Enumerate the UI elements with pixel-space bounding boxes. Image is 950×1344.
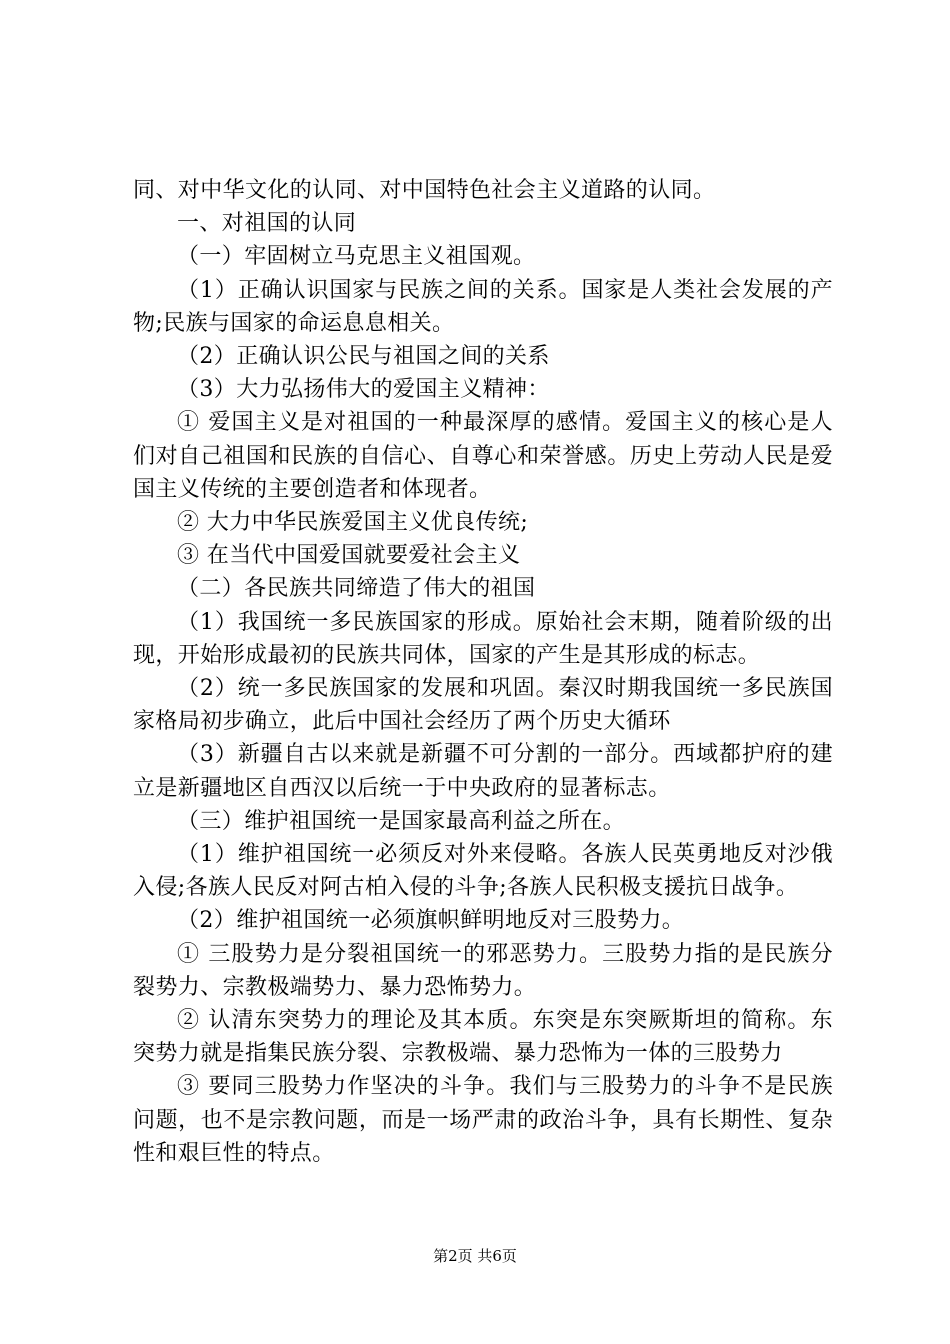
section-heading-1: 一、对祖国的认同 <box>177 211 357 237</box>
subsection-heading-2: （二）各民族共同缔造了伟大的祖国 <box>177 576 536 602</box>
list-item: ② 认清东突势力的理论及其本质。东突是东突厥斯坦的简称。东突势力就是指集民族分裂、宗教极端、暴力恐怖为一体的三股势力 <box>133 1008 833 1067</box>
paragraph: （1）我国统一多民族国家的形成。原始社会末期，随着阶级的出现，开始形成最初的民族共同体，国家的产生是其形成的标志。 <box>133 609 833 668</box>
page-footer: 第2页 共6页 <box>433 1247 517 1265</box>
paragraph: （2）统一多民族国家的发展和巩固。秦汉时期我国统一多民族国家格局初步确立，此后中国社会经历了两个历史大循环 <box>133 676 833 735</box>
subsection-heading-1: （一）牢固树立马克思主义祖国观。 <box>177 244 536 270</box>
paragraph: （3）大力弘扬伟大的爱国主义精神： <box>177 377 550 403</box>
list-item: ① 三股势力是分裂祖国统一的邪恶势力。三股势力指的是民族分裂势力、宗教极端势力、暴力恐怖势力。 <box>133 941 833 1000</box>
paragraph: （1）正确认识国家与民族之间的关系。国家是人类社会发展的产物;民族与国家的命运息息相关。 <box>133 277 833 336</box>
list-item: ③ 要同三股势力作坚决的斗争。我们与三股势力的斗争不是民族问题，也不是宗教问题，而是一场严肃的政治斗争，具有长期性、复杂性和艰巨性的特点。 <box>133 1074 833 1166</box>
paragraph: （2）维护祖国统一必须旗帜鲜明地反对三股势力。 <box>177 908 685 934</box>
paragraph: （3）新疆自古以来就是新疆不可分割的一部分。西域都护府的建立是新疆地区自西汉以后统一于中央政府的显著标志。 <box>133 742 833 801</box>
paragraph: （2）正确认识公民与祖国之间的关系 <box>177 344 550 370</box>
list-item: ③ 在当代中国爱国就要爱社会主义 <box>177 543 521 569</box>
paragraph: （1）维护祖国统一必须反对外来侵略。各族人民英勇地反对沙俄入侵;各族人民反对阿古柏入侵的斗争;各族人民积极支援抗日战争。 <box>133 842 833 901</box>
document-body <box>133 174 833 1170</box>
list-item: ② 大力中华民族爱国主义优良传统; <box>177 510 529 536</box>
list-item: ① 爱国主义是对祖国的一种最深厚的感情。爱国主义的核心是人们对自己祖国和民族的自信心、自尊心和荣誉感。历史上劳动人民是爱国主义传统的主要创造者和体现者。 <box>133 410 833 502</box>
subsection-heading-3: （三）维护祖国统一是国家最高利益之所在。 <box>177 808 626 834</box>
paragraph-continuation: 同、对中华文化的认同、对中国特色社会主义道路的认同。 <box>133 178 716 203</box>
